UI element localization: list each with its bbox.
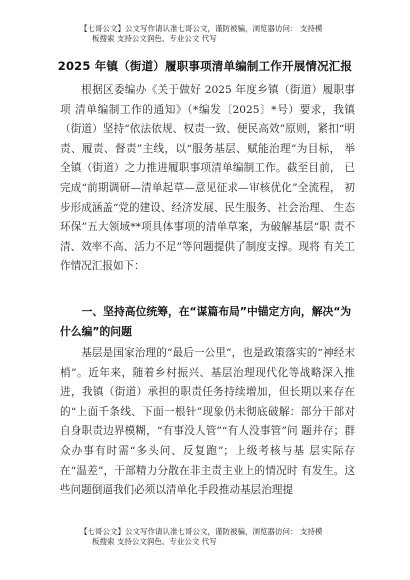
section-heading-line-2: 什么编”的问题 [60, 325, 132, 338]
watermark-header [80, 24, 340, 44]
footer-line-2: 板搜索 支持公文润色、专业公文 代写 [92, 537, 217, 546]
intro-paragraph [60, 81, 355, 277]
section-heading [60, 302, 355, 342]
watermark-footer [80, 527, 340, 547]
intro-text: 根据区委编办《关于做好 2025 年度乡镇（街道）履职事项 清单编制工作的通知》（*编发〔2025〕*号）要求，我镇（街道）坚持“依法依规、权责一致、便民高效”原则，紧扣“明 责、履责、督责”主线，以“服务基层、赋能治理”为目标， 举全镇（街道）之力推进履职事项清单编制工作。截至目前， 已完成“前期调研—清单起草—意见征求—审核优化”全流程， 初步形成涵盖“党的建设、经济发展、民生服务、社会治理、 生态环保”五大领域**项具体事项的清单草案，为破解基层“职 责不清、效率不高、活力不足”等问题提供了制度支撑。现将 有关工作情况汇报如下： [60, 84, 355, 273]
section-paragraph [60, 344, 355, 501]
section-heading-line-1: 一、坚持高位统筹，在“谋篇布局”中锚定方向，解决“为 [81, 305, 352, 318]
header-line-2: 板搜索 支持公文润色、专业公文 代写 [92, 34, 217, 43]
footer-line-1: 【七哥公文】公文写作请认准七哥公文，谨防被骗，浏览器访问： 支持模 [80, 527, 323, 536]
header-line-1: 【七哥公文】公文写作请认准七哥公文，谨防被骗，浏览器访问： 支持模 [80, 24, 323, 33]
document-title: 2025 年镇（街道）履职事项清单编制工作开展情况汇报 [57, 59, 353, 73]
section-text: 基层是国家治理的“最后一公里”，也是政策落实的“神经末梢”。近年来，随着乡村振兴、基层治理现代化等战略深入推进，我镇（街道）承担的职责任务持续增加，但长期以来存在的“上面千条线、下面一根针”现象仍未彻底破解：部分干部对自身职责边界模糊，“有事没人管”“有人没事管”问 题并存；群众办事有时需“多头问、反复跑”；上级考核与基 层实际存在“温差”，干部精力分散在非主责主业上的情况时 有发生。这些问题倒逼我们必须以清单化手段推动基层治理提 [60, 347, 355, 497]
